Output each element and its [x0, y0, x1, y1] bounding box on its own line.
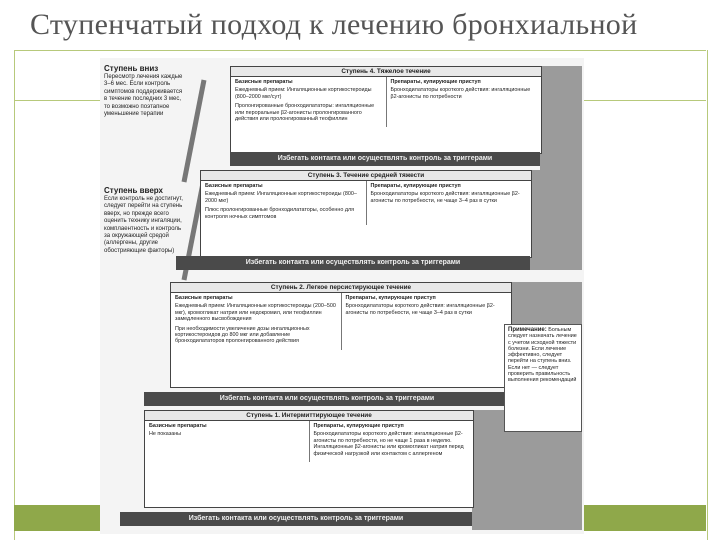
step-down-title: Ступень вниз: [104, 64, 159, 73]
step-1-title: Ступень 1. Интермиттирующее течение: [145, 411, 473, 421]
step-down-text: Пересмотр лечения каждые 3–6 мес. Если контроль симптомов поддерживается в течение последних 3 мес, то возможно поэтапное уменьшение терапии: [104, 74, 183, 118]
step-3-basic-column: [201, 181, 366, 225]
step-4-basic-item: Пролонгированные бронходилататоры: ингаляционные или пероральные β2-агонисты пролонгированного действия или пролонгированный теофиллин: [235, 103, 375, 123]
step-2-basic-label: Базисные препараты: [175, 295, 233, 301]
step-1-card: [144, 410, 474, 508]
step-1-basic-column: [145, 421, 309, 462]
step-down-note: [104, 64, 184, 118]
slide-title: Ступенчатый подход к лечению бронхиальной: [30, 8, 638, 41]
step-3-basic-item: Плюс пролонгированные бронходилататоры, особенно для контроля ночных симптомов: [205, 207, 355, 220]
step-3-card: [200, 170, 532, 258]
step-1-relief-label: Препараты, купирующие приступ: [313, 423, 404, 429]
step-3-trigger-band: Избегать контакта или осуществлять контроль за триггерами: [176, 256, 530, 270]
step-2-basic-item: Ежедневный прием: Ингаляционные кортикостероиды (200–500 мкг), кромогликат натрия или недокромил, или теофиллин замедленного высвобождения: [175, 303, 336, 323]
step-3-relief-item: Бронходилататоры короткого действия: ингаляционные β2-агонисты по потребности, не чаще 3–4 раз в сутки: [370, 191, 520, 204]
step-1-basic-item: Не показаны: [149, 431, 182, 438]
step-2-relief-column: [341, 293, 512, 350]
note-text: Больным следует назначать лечение с учетом исходной тяжести болезни. Если лечение эффективно, следует перейти на ступень вниз. Если нет — следует проверить правильность выполнения рекомендаций: [508, 327, 577, 384]
scanned-diagram: [100, 58, 584, 534]
step-4-card: [230, 66, 542, 154]
step-2-basic-column: [171, 293, 341, 350]
step-4-title: Ступень 4. Тяжелое течение: [231, 67, 541, 77]
step-1-basic-label: Базисные препараты: [149, 423, 207, 429]
step-4-basic-label: Базисные препараты: [235, 79, 293, 85]
step-up-text: Если контроль не достигнут, следует перейти на ступень вверх, но прежде всего оценить технику ингаляции, комплаентность и контроль за окружающей средой (аллергены, другие обострияющие факторы): [104, 196, 183, 254]
note-box: [504, 324, 582, 432]
step-1-relief-column: [309, 421, 474, 462]
step-4-relief-column: [386, 77, 542, 127]
step-4-basic-item: Ежедневный прием: Ингаляционные кортикостероиды (800–2000 мкг/сут): [235, 87, 372, 100]
note-title: Примечание:: [508, 327, 547, 333]
step-3-relief-label: Препараты, купирующие приступ: [370, 183, 461, 189]
step-2-trigger-band: Избегать контакта или осуществлять контроль за триггерами: [144, 392, 510, 406]
step-4-side: [540, 66, 582, 186]
step-2-basic-item: При необходимости увеличение дозы ингаляционных кортикостероидов до 800 мкг или добавление бронходилататоров пролонгированного действия: [175, 325, 310, 345]
step-3-side: [530, 170, 582, 270]
step-3-relief-column: [366, 181, 532, 225]
step-2-relief-item: Бронходилататоры короткого действия: ингаляционные β2-агонисты по потребности, не чаще 3–4 раз в сутки: [345, 303, 495, 316]
step-4-basic-column: [231, 77, 386, 127]
step-2-title: Ступень 2. Легкое персистирующее течение: [171, 283, 511, 293]
step-1-relief-item: Бронходилататоры короткого действия: ингаляционные β2-агонисты по потребности, но не чаще 1 раза в неделю. Ингаляционные β2-агонисты или кромогликат натрия перед физической нагрузкой или контактом с аллергеном: [313, 431, 464, 457]
step-1-trigger-band: Избегать контакта или осуществлять контроль за триггерами: [120, 512, 472, 526]
step-3-title: Ступень 3. Течение средней тяжести: [201, 171, 531, 181]
step-4-relief-label: Препараты, купирующие приступ: [390, 79, 481, 85]
step-3-basic-label: Базисные препараты: [205, 183, 263, 189]
step-3-basic-item: Ежедневный прием: Ингаляционные кортикостероиды (800–2000 мкг): [205, 191, 357, 204]
step-2-card: [170, 282, 512, 388]
step-4-trigger-band: Избегать контакта или осуществлять контроль за триггерами: [230, 152, 540, 166]
step-2-relief-label: Препараты, купирующие приступ: [345, 295, 436, 301]
step-up-note: [104, 186, 184, 255]
step-4-relief-item: Бронходилататоры короткого действия: ингаляционные β2-агонисты по потребности: [390, 87, 531, 100]
step-up-title: Ступень вверх: [104, 186, 164, 195]
